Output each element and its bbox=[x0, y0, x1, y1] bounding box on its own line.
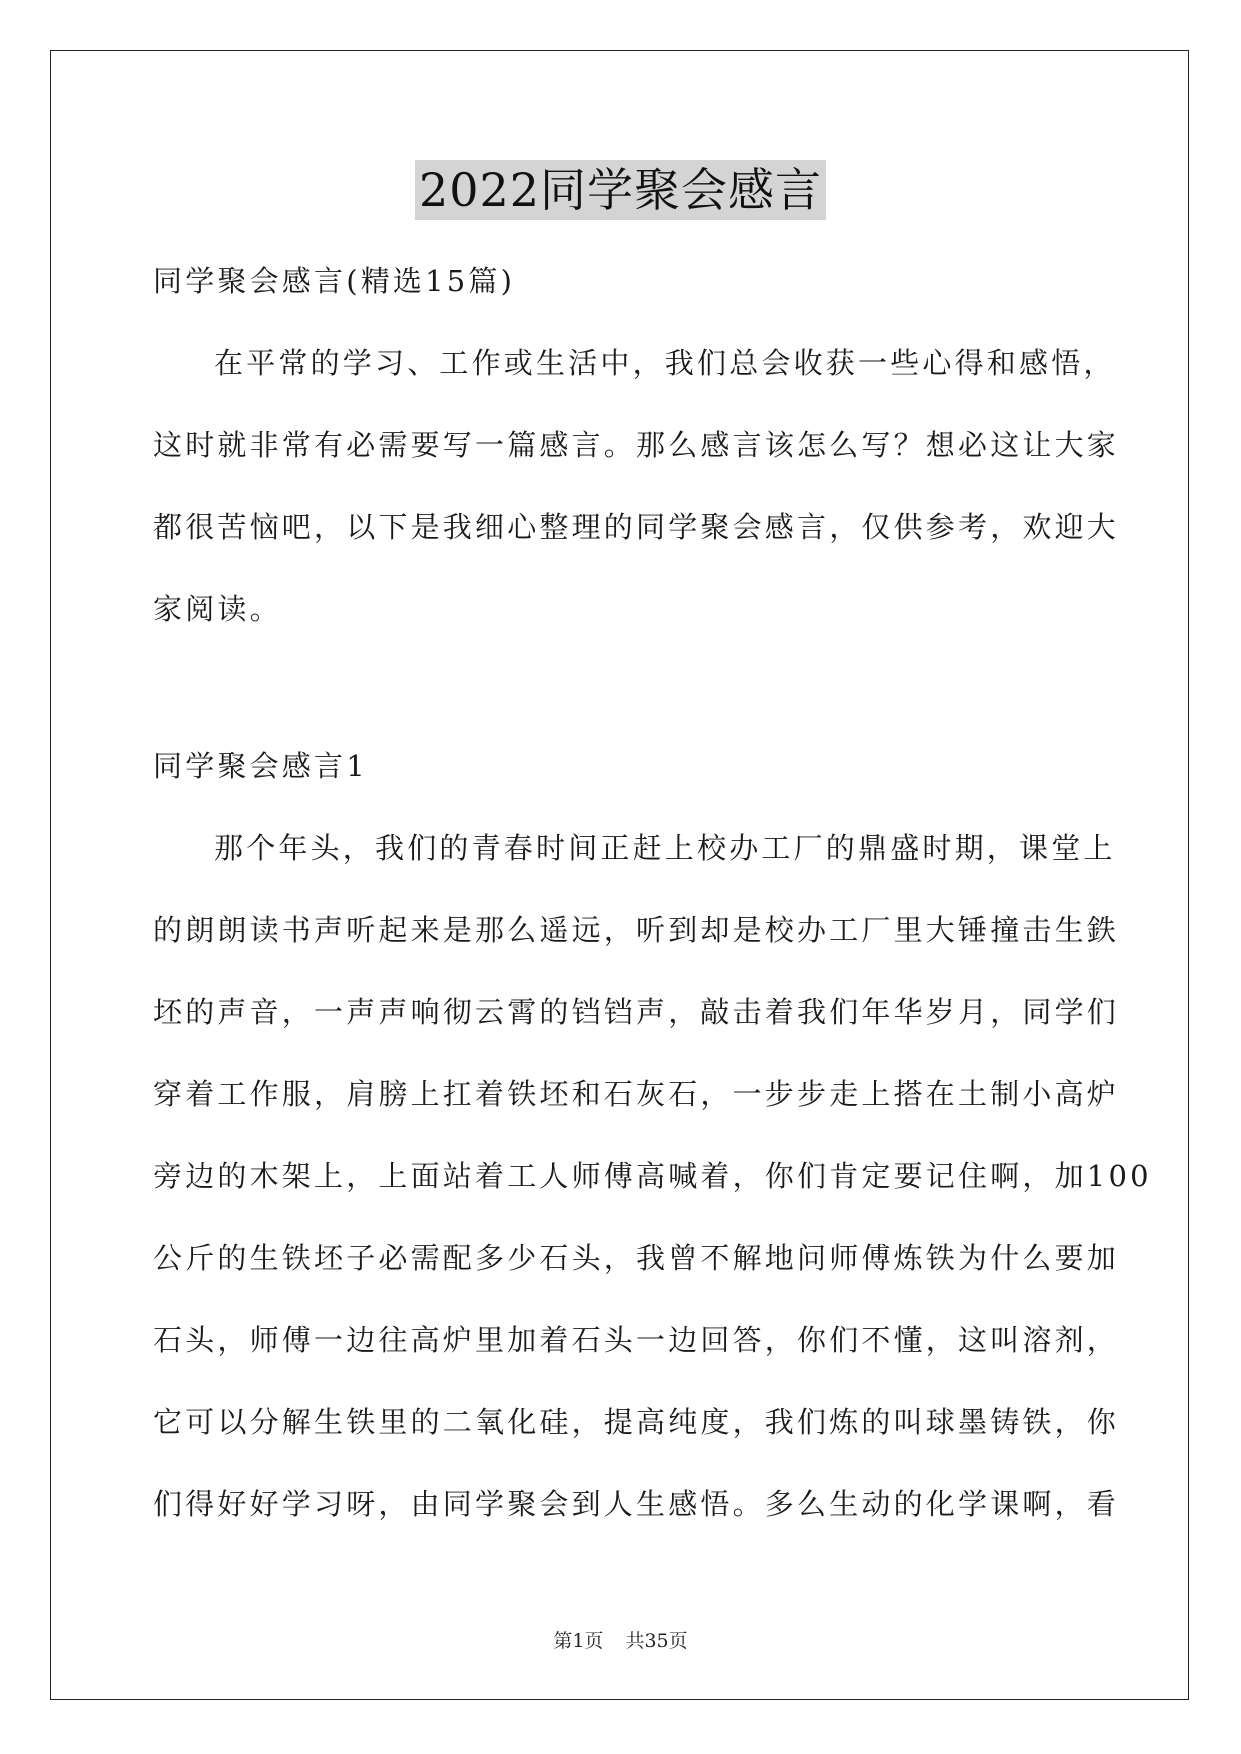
body-line: 穿着工作服，肩膀上扛着铁坯和石灰石，一步步走上搭在土制小高炉 bbox=[153, 1077, 1120, 1111]
paragraph-spacer bbox=[153, 650, 1093, 725]
title-container bbox=[0, 160, 1241, 220]
intro-line: 这时就非常有必需要写一篇感言。那么感言该怎么写？想必这让大家 bbox=[153, 428, 1120, 462]
intro-line: 在平常的学习、工作或生活中，我们总会收获一些心得和感悟， bbox=[214, 346, 1116, 380]
body-line: 石头，师傅一边往高炉里加着石头一边回答，你们不懂，这叫溶剂， bbox=[153, 1323, 1120, 1357]
document-body bbox=[153, 240, 1152, 1545]
body-line: 的朗朗读书声听起来是那么遥远，听到却是校办工厂里大锤撞击生鉄 bbox=[153, 913, 1120, 947]
body-line: 旁边的木架上，上面站着工人师傅高喊着，你们肯定要记住啊，加100 bbox=[153, 1159, 1152, 1193]
page-footer bbox=[0, 1626, 1241, 1653]
subtitle: 同学聚会感言(精选15篇) bbox=[153, 264, 516, 298]
body-line: 坯的声音，一声声响彻云霄的铛铛声，敲击着我们年华岁月，同学们 bbox=[153, 995, 1120, 1029]
total-page-count: 共35页 bbox=[625, 1630, 688, 1652]
intro-line: 都很苦恼吧，以下是我细心整理的同学聚会感言，仅供参考，欢迎大 bbox=[153, 510, 1120, 544]
body-line: 它可以分解生铁里的二氧化硅，提高纯度，我们炼的叫球墨铸铁，你 bbox=[153, 1405, 1120, 1439]
body-line: 那个年头，我们的青春时间正赶上校办工厂的鼎盛时期，课堂上 bbox=[214, 831, 1116, 865]
intro-line: 家阅读。 bbox=[153, 592, 282, 626]
document-title: 2022同学聚会感言 bbox=[415, 160, 826, 220]
section-heading: 同学聚会感言1 bbox=[153, 749, 368, 783]
current-page-number: 第1页 bbox=[553, 1630, 604, 1652]
body-line: 公斤的生铁坯子必需配多少石头，我曾不解地问师傅炼铁为什么要加 bbox=[153, 1241, 1120, 1275]
body-line: 们得好好学习呀，由同学聚会到人生感悟。多么生动的化学课啊，看 bbox=[153, 1487, 1120, 1521]
